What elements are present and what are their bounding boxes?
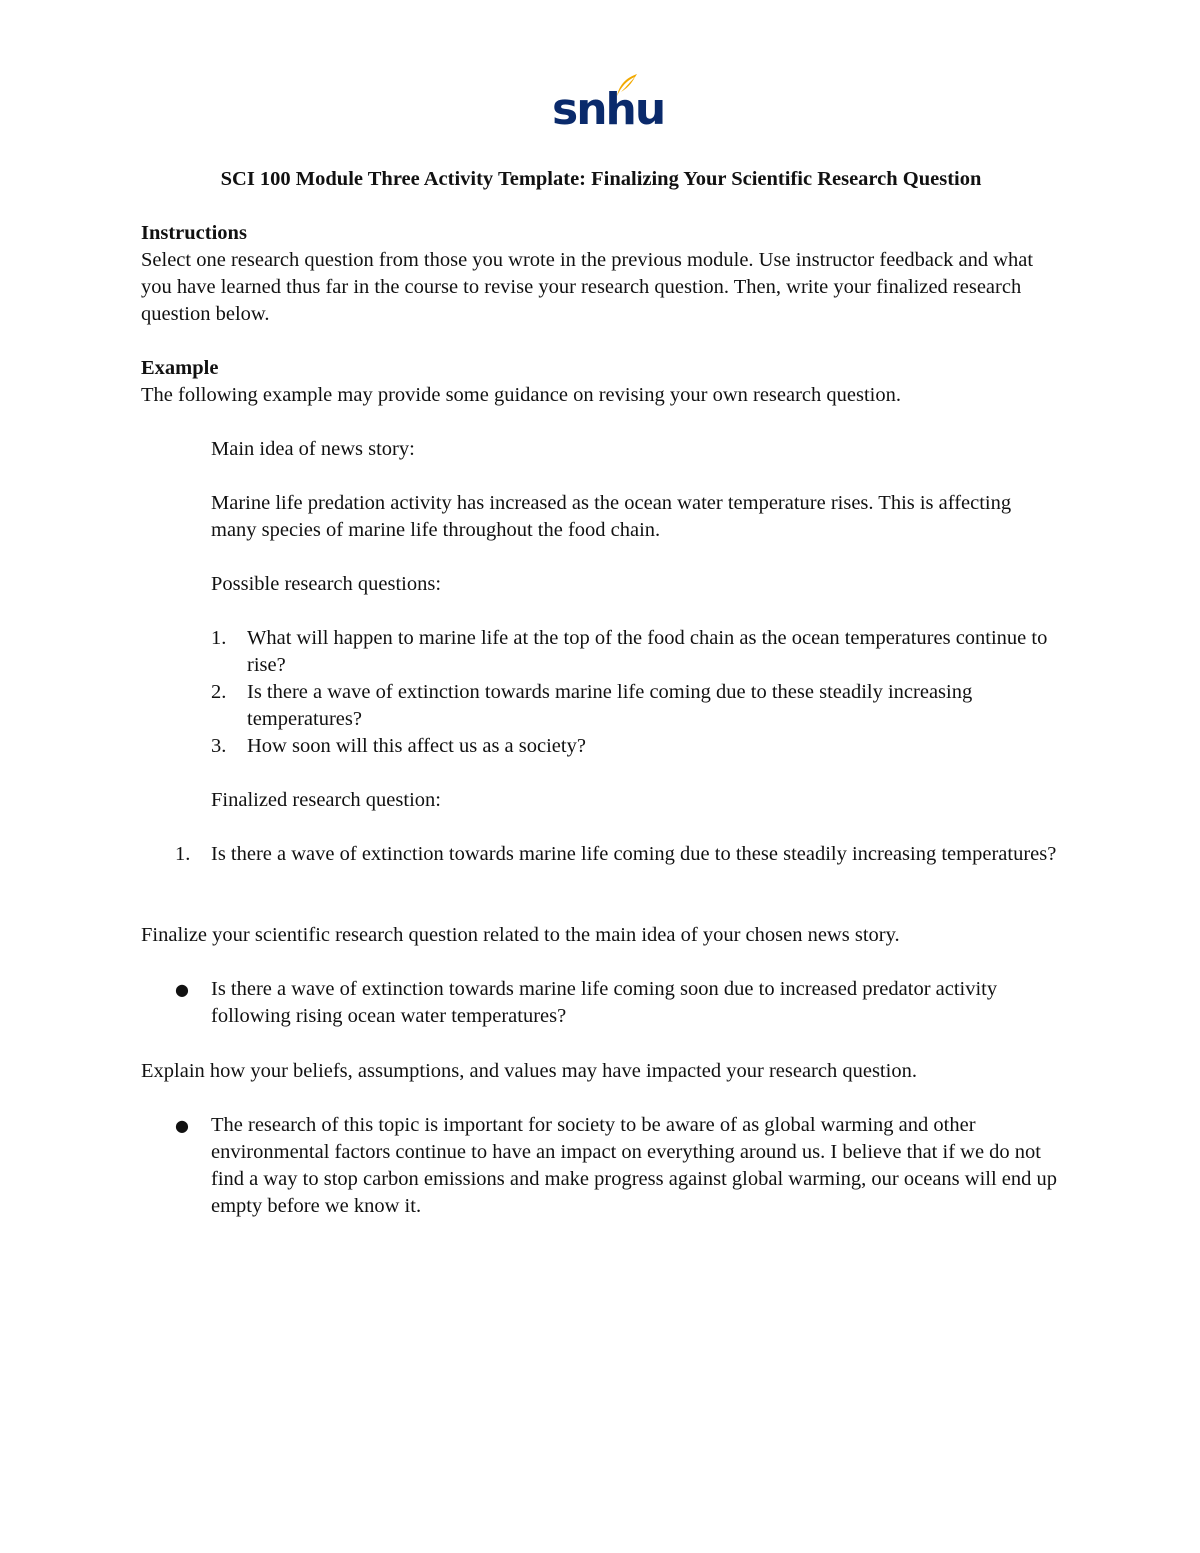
possible-questions-list — [211, 625, 1061, 760]
list-item — [175, 841, 1061, 868]
finalized-question-label: Finalized research question: — [211, 789, 441, 811]
bullet-icon: ● — [175, 1116, 189, 1135]
list-number: 1. — [175, 843, 191, 865]
list-item-text: Is there a wave of extinction towards marine life coming due to these steadily increasing temperatures? — [247, 681, 973, 730]
list-number: 3. — [211, 735, 227, 757]
bullet-icon: ● — [175, 980, 189, 999]
answer-text: The research of this topic is important for society to be aware of as global warming and other environmental factors continue to have an impact on everything around us. I believe that if we do not find a way to stop carbon emissions and make progress against global warming, our oceans will end up empty before we know it. — [211, 1114, 1058, 1217]
example-intro: The following example may provide some guidance on revising your own research question. — [141, 384, 902, 406]
list-number: 2. — [211, 681, 227, 703]
list-item-text: What will happen to marine life at the top of the food chain as the ocean temperatures continue to rise? — [247, 627, 1048, 676]
possible-questions-label: Possible research questions: — [211, 573, 442, 595]
instructions-body: Select one research question from those you wrote in the previous module. Use instructor feedback and what you have learned thus far in the course to revise your research question. Then, write your finalized research question below. — [141, 249, 1034, 325]
answer-text: Is there a wave of extinction towards marine life coming soon due to increased predator activity following rising ocean water temperatures? — [211, 978, 998, 1027]
snhu-logo — [552, 72, 665, 135]
prompt-finalize-question: Finalize your scientific research question related to the main idea of your chosen news story. — [141, 924, 900, 946]
list-item — [211, 679, 1061, 733]
main-idea-label: Main idea of news story: — [211, 438, 415, 460]
main-idea-text: Marine life predation activity has increased as the ocean water temperature rises. This is affecting many species of marine life throughout the food chain. — [211, 492, 1012, 541]
list-item — [175, 1112, 1061, 1220]
logo-wordmark: snhu — [552, 84, 665, 135]
page-title: SCI 100 Module Three Activity Template: Finalizing Your Scientific Research Question — [220, 168, 982, 190]
list-item — [175, 976, 1061, 1030]
list-number: 1. — [211, 627, 227, 649]
finalized-question-list — [175, 841, 1061, 868]
list-item — [211, 733, 1061, 760]
list-item-text: How soon will this affect us as a society? — [247, 735, 586, 757]
list-item-text: Is there a wave of extinction towards marine life coming due to these steadily increasing temperatures? — [211, 843, 1057, 865]
instructions-heading: Instructions — [141, 222, 247, 244]
list-item — [211, 625, 1061, 679]
example-heading: Example — [141, 357, 219, 379]
prompt-beliefs-assumptions: Explain how your beliefs, assumptions, and values may have impacted your research question. — [141, 1060, 917, 1082]
answer-list-1 — [175, 976, 1061, 1030]
answer-list-2 — [175, 1112, 1061, 1220]
